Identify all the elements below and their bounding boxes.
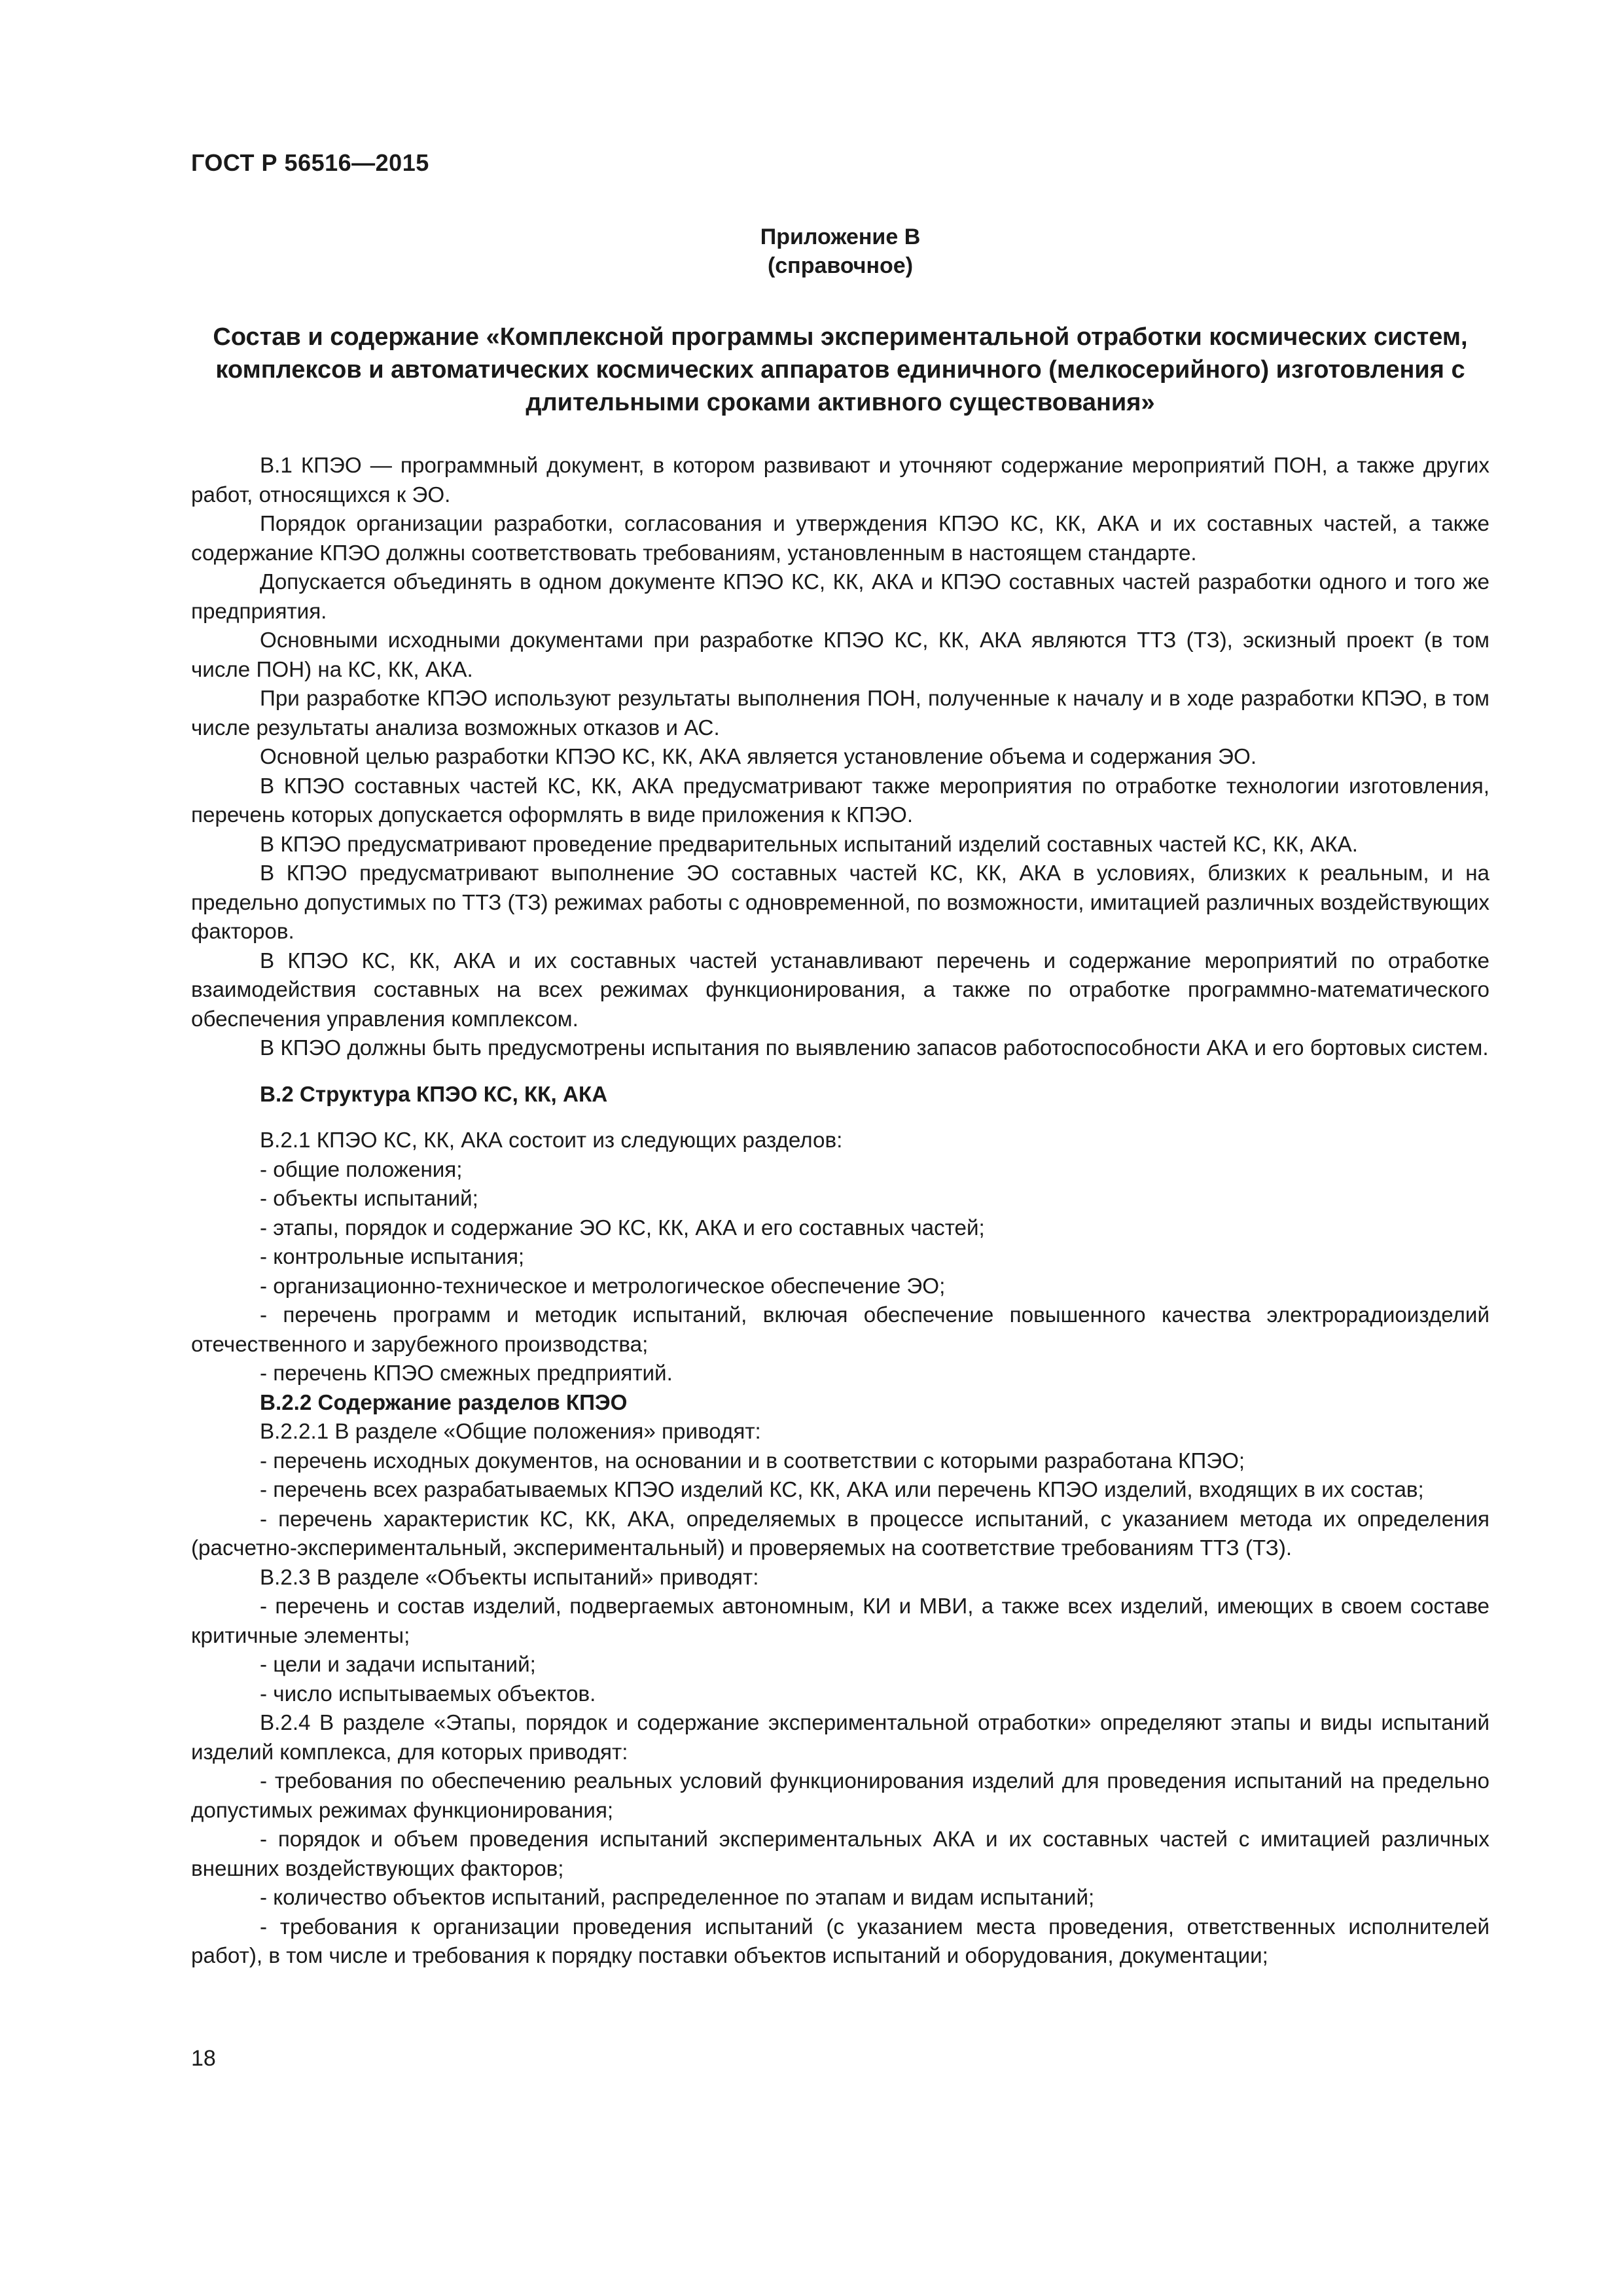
appendix-heading — [191, 223, 1489, 280]
list-item: - общие положения; — [260, 1157, 463, 1182]
list-item: - перечень программ и методик испытаний, включая обеспечение повышенного качества электрорадиоизделий отечественного и зарубежного производства; — [191, 1303, 1489, 1357]
paragraph: В.2.4 В разделе «Этапы, порядок и содержание экспериментальной отработки» определяют этапы и виды испытаний изделий комплекса, для которых приводят: — [191, 1711, 1489, 1765]
list-item: - организационно-техническое и метрологическое обеспечение ЭО; — [260, 1274, 946, 1299]
paragraph: В КПЭО должны быть предусмотрены испытания по выявлению запасов работоспособности АКА и его бортовых систем. — [260, 1036, 1489, 1060]
appendix-title: Приложение В — [760, 224, 921, 249]
page-number: 18 — [191, 2046, 216, 2071]
paragraph: Порядок организации разработки, согласования и утверждения КПЭО КС, КК, АКА и их составных частей, а также содержание КПЭО должны соответствовать требованиям, установленным в настоящем стандарте. — [191, 512, 1489, 565]
document-title: Состав и содержание «Комплексной программы экспериментальной отработки космических систем, комплексов и автоматических космических аппаратов единичного (мелкосерийного) изготовления с длительными сроками активного существования» — [213, 323, 1468, 416]
paragraph: В.2.2.1 В разделе «Общие положения» приводят: — [260, 1420, 761, 1444]
list-item: - перечень и состав изделий, подвергаемых автономным, КИ и МВИ, а также всех изделий, имеющих в своем составе критичные элементы; — [191, 1594, 1489, 1648]
section-heading-b22: В.2.2 Содержание разделов КПЭО — [260, 1390, 628, 1415]
list-item: - требования к организации проведения испытаний (с указанием места проведения, ответственных исполнителей работ), в том числе и требования к порядку поставки объектов испытаний и оборудования, документации; — [191, 1914, 1489, 1968]
list-item: - количество объектов испытаний, распределенное по этапам и видам испытаний; — [260, 1886, 1095, 1910]
list-item: - этапы, порядок и содержание ЭО КС, КК, АКА и его составных частей; — [260, 1215, 985, 1240]
paragraph: Допускается объединять в одном документе КПЭО КС, КК, АКА и КПЭО составных частей разработки одного и того же предприятия. — [191, 570, 1489, 624]
list-item: - перечень исходных документов, на основании и в соответствии с которыми разработана КПЭО; — [260, 1448, 1245, 1473]
list-item: - контрольные испытания; — [260, 1245, 525, 1269]
paragraph: В.2.3 В разделе «Объекты испытаний» приводят: — [260, 1565, 759, 1590]
list-item: - цели и задачи испытаний; — [260, 1653, 536, 1677]
paragraph: В КПЭО предусматривают проведение предварительных испытаний изделий составных частей КС, КК, АКА. — [260, 832, 1358, 857]
list-item: - число испытываемых объектов. — [260, 1681, 596, 1706]
list-item: - требования по обеспечению реальных условий функционирования изделий для проведения испытаний на предельно допустимых режимах функционирования; — [191, 1769, 1489, 1823]
section-heading-b2: В.2 Структура КПЭО КС, КК, АКА — [260, 1082, 608, 1107]
paragraph: Основными исходными документами при разработке КПЭО КС, КК, АКА являются ТТЗ (ТЗ), эскизный проект (в том числе ПОН) на КС, КК, АКА. — [191, 628, 1489, 682]
paragraph: В.1 КПЭО — программный документ, в котором развивают и уточняют содержание мероприятий ПОН, а также других работ, относящихся к ЭО. — [191, 454, 1489, 507]
list-item: - перечень всех разрабатываемых КПЭО изделий КС, КК, АКА или перечень КПЭО изделий, входящих в их состав; — [260, 1478, 1424, 1502]
paragraph: В КПЭО предусматривают выполнение ЭО составных частей КС, КК, АКА в условиях, близких к реальным, и на предельно допустимых по ТТЗ (ТЗ) режимах работы с одновременной, по возможности, имитацией различных воздействующих факторов. — [191, 861, 1489, 944]
document-body — [191, 452, 1489, 1971]
paragraph: Основной целью разработки КПЭО КС, КК, АКА является установление объема и содержания ЭО. — [260, 745, 1257, 769]
standard-designation: ГОСТ Р 56516—2015 — [191, 149, 429, 176]
list-item: - объекты испытаний; — [260, 1187, 478, 1211]
list-item: - перечень КПЭО смежных предприятий. — [260, 1361, 673, 1386]
list-item: - перечень характеристик КС, КК, АКА, определяемых в процессе испытаний, с указанием метода их определения (расчетно-экспериментальный, экспериментальный) и проверяемых на соответствие требованиям ТТЗ (ТЗ). — [191, 1507, 1489, 1560]
paragraph: В КПЭО составных частей КС, КК, АКА предусматривают также мероприятия по отработке технологии изготовления, перечень которых допускается оформлять в виде приложения к КПЭО. — [191, 774, 1489, 827]
list-item: - порядок и объем проведения испытаний экспериментальных АКА и их составных частей с имитацией различных внешних воздействующих факторов; — [191, 1827, 1489, 1881]
paragraph: В.2.1 КПЭО КС, КК, АКА состоит из следующих разделов: — [260, 1128, 843, 1153]
paragraph: В КПЭО КС, КК, АКА и их составных частей устанавливают перечень и содержание мероприятий по отработке взаимодействия составных на всех режимах функционирования, а также по отработке программно-математического обеспечения управления комплексом. — [191, 948, 1489, 1031]
appendix-kind: (справочное) — [767, 253, 914, 278]
paragraph: При разработке КПЭО используют результаты выполнения ПОН, полученные к началу и в ходе разработки КПЭО, в том числе результаты анализа возможных отказов и АС. — [191, 687, 1489, 740]
